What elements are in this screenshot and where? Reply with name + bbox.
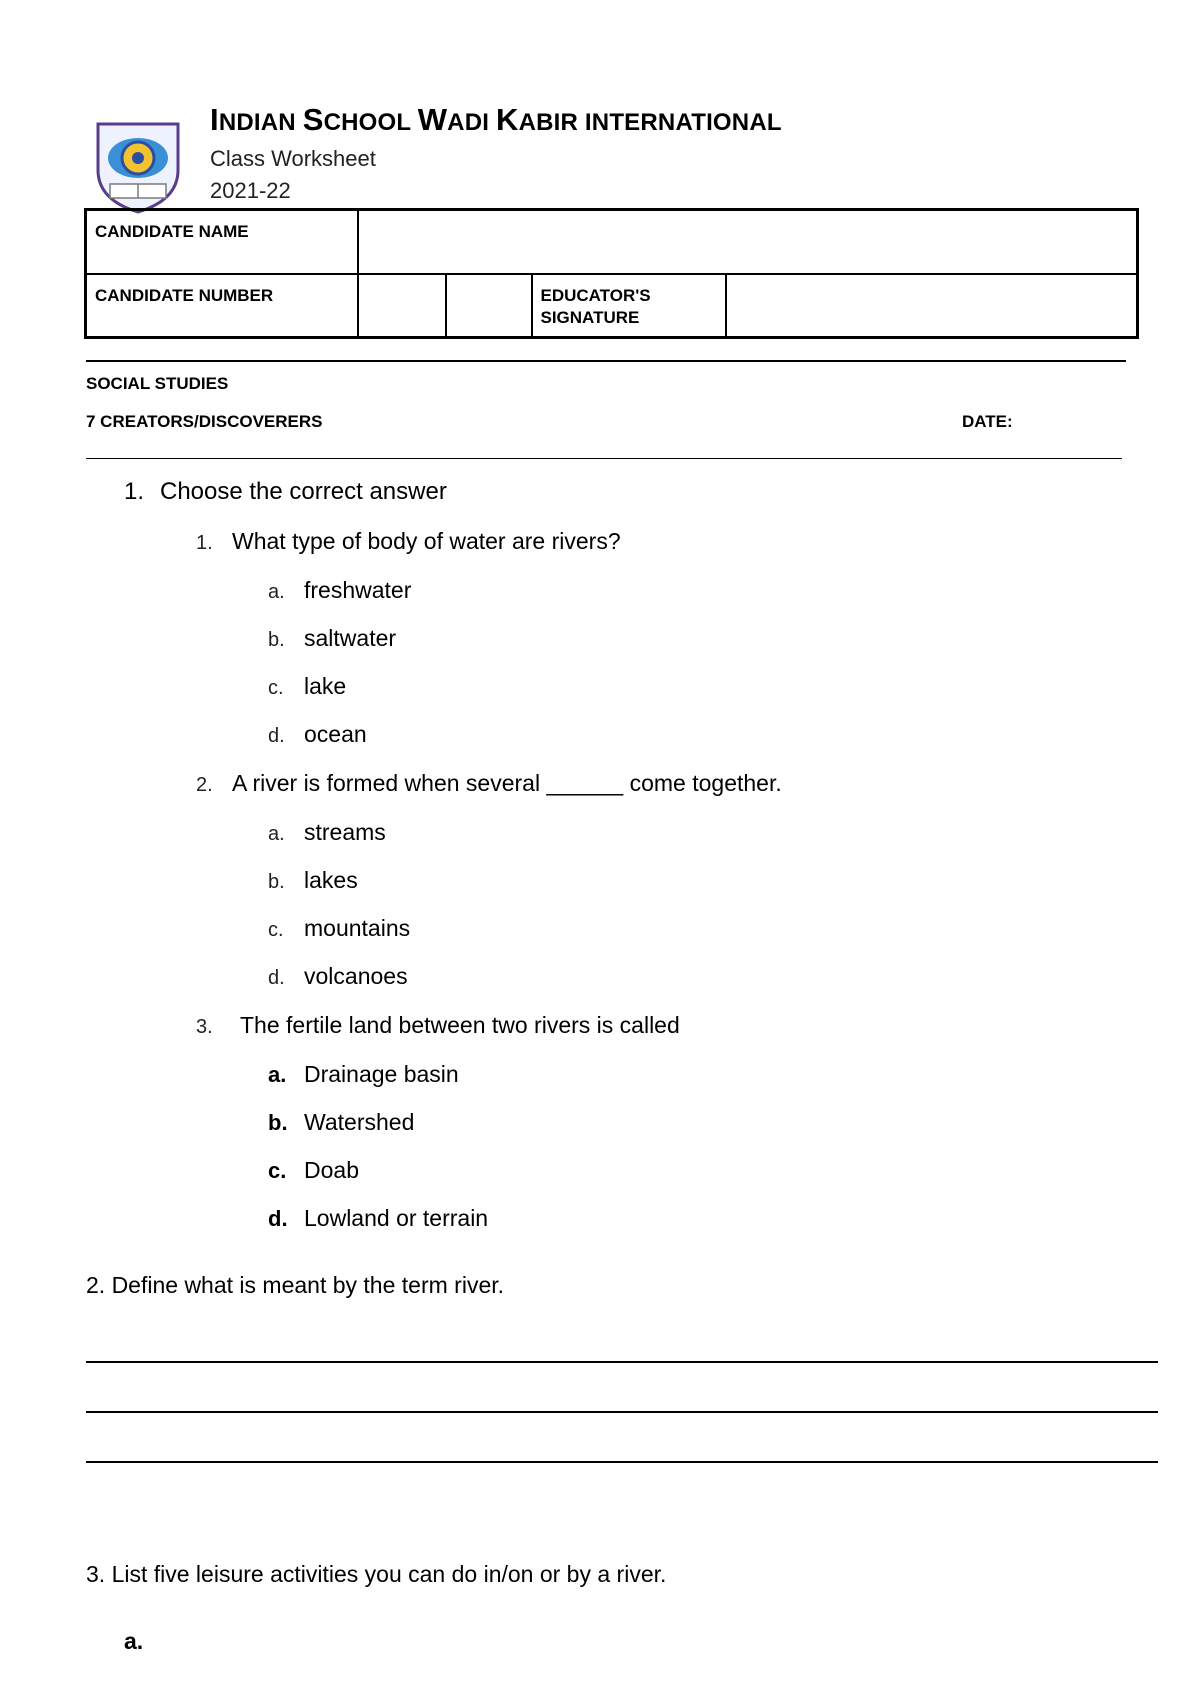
q2-option-d: d. volcanoes [268,963,408,989]
divider [86,458,1122,459]
answer-line[interactable] [86,1411,1158,1413]
q2-option-b: b. lakes [268,867,358,893]
q3-option-d: d. Lowland or terrain [268,1205,489,1231]
question-3: 3. The fertile land between two rivers is called [196,1012,680,1038]
question-1: 1. What type of body of water are rivers? [196,528,621,554]
list-item-a: a. [124,1628,144,1654]
q1-option-a: a. freshwater [268,577,412,603]
educator-signature-label: EDUCATOR'S SIGNATURE [532,274,726,338]
candidate-number-field-1[interactable] [358,274,446,338]
section1-heading: 1. Choose the correct answer [124,478,447,505]
answer-line[interactable] [86,1361,1158,1363]
worksheet-subtitle: Class Worksheet [210,146,376,171]
school-name: INDIAN SCHOOL WADI KABIR INTERNATIONAL [210,102,782,137]
q3-option-a: a. Drainage basin [268,1061,459,1087]
school-crest-icon [92,118,184,214]
candidate-name-field[interactable] [358,210,1138,274]
date-label: DATE: [962,412,1013,431]
q1-option-d: d. ocean [268,721,367,747]
q2-option-c: c. mountains [268,915,411,941]
educator-signature-field[interactable] [726,274,1138,338]
topic-title: 7 CREATORS/DISCOVERERS [86,412,323,431]
subject-title: SOCIAL STUDIES [86,374,229,393]
candidate-name-label: CANDIDATE NAME [86,210,358,274]
candidate-number-field-2[interactable] [446,274,532,338]
candidate-number-label: CANDIDATE NUMBER [86,274,358,338]
question-leisure-activities: 3. List five leisure activities you can do in/on or by a river. [86,1561,667,1587]
q3-option-c: c. Doab [268,1157,359,1183]
q2-option-a: a. streams [268,819,386,845]
academic-year: 2021-22 [210,178,291,203]
question-2: 2. A river is formed when several ______ come together. [196,770,782,796]
answer-line[interactable] [86,1461,1158,1463]
q1-option-c: c. lake [268,673,347,699]
divider [86,360,1126,362]
q1-option-b: b. saltwater [268,625,397,651]
question-define-river: 2. Define what is meant by the term river. [86,1272,505,1298]
q3-option-b: b. Watershed [268,1109,415,1135]
candidate-info-table [84,208,1139,339]
